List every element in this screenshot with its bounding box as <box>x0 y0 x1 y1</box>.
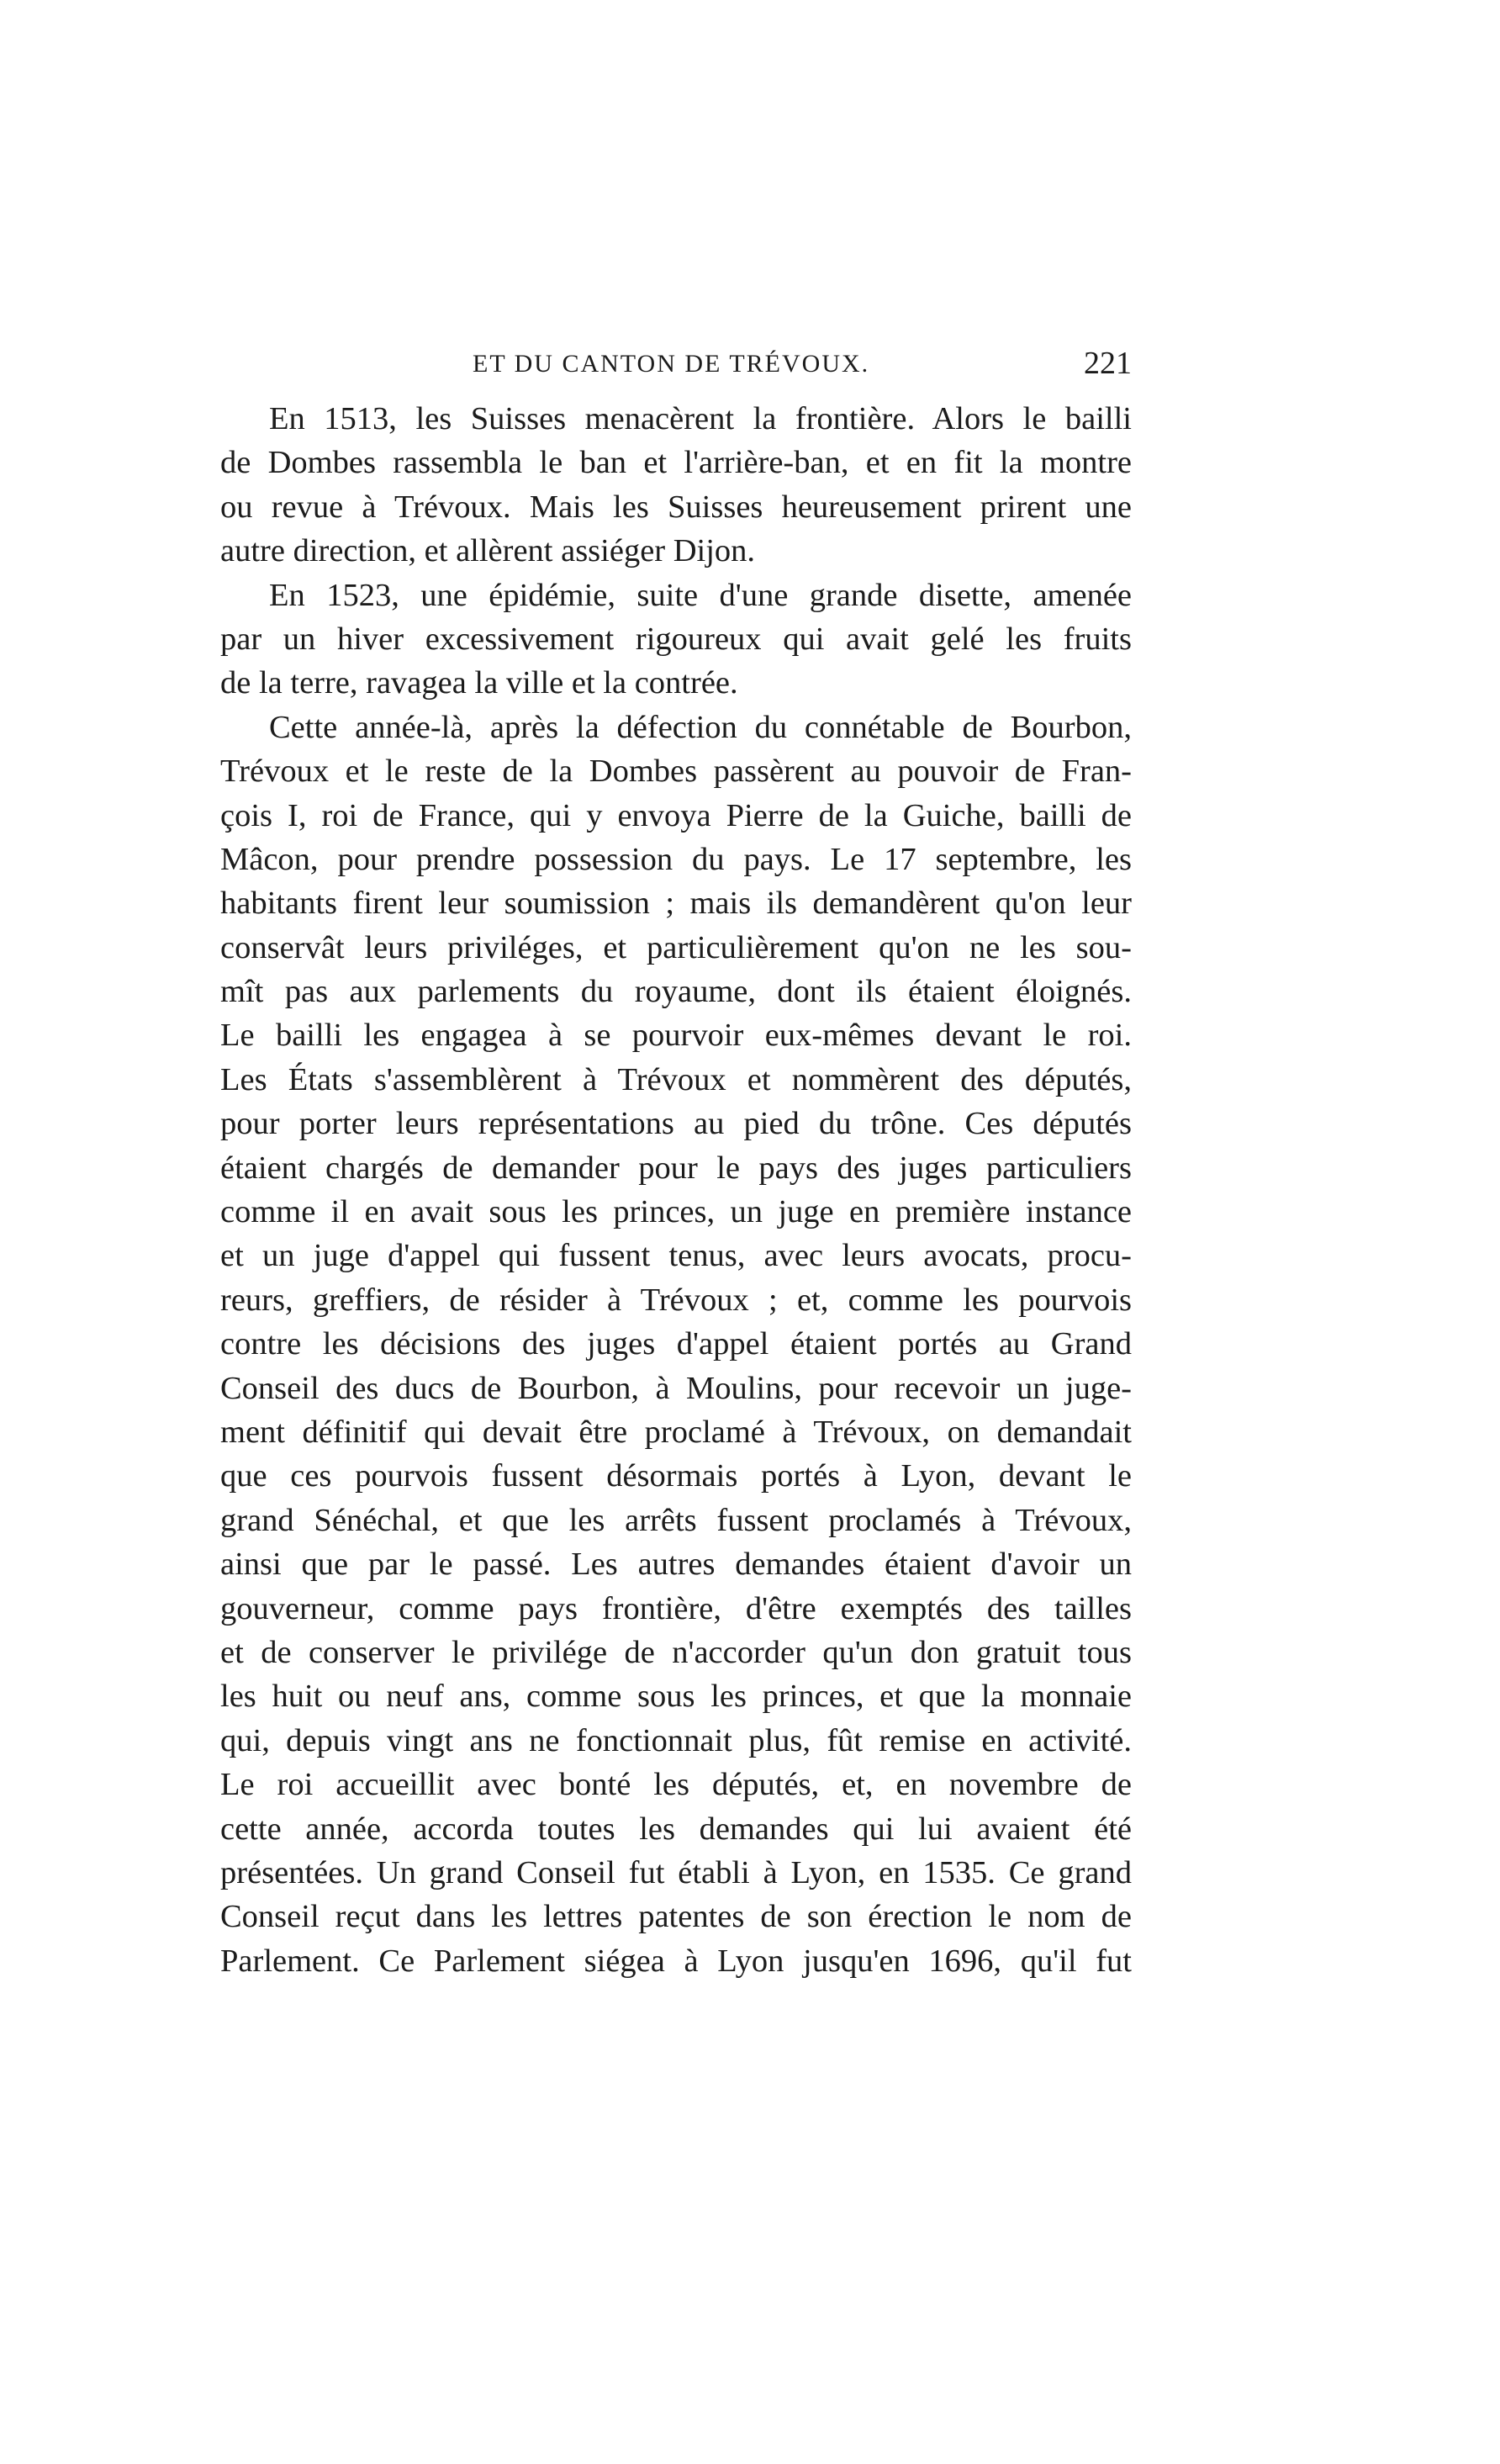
text-line: mît pas aux parlements du royaume, dont ils étaient éloignés. <box>220 974 1132 1010</box>
text-line: Le bailli les engagea à se pourvoir eux-mêmes devant le roi. <box>220 1018 1132 1054</box>
page-number: 221 <box>1084 346 1132 381</box>
text-line: ainsi que par le passé. Les autres demandes étaient d'avoir un <box>220 1547 1132 1583</box>
text-line: grand Sénéchal, et que les arrêts fussent proclamés à Trévoux, <box>220 1502 1132 1538</box>
text-line: ou revue à Trévoux. Mais les Suisses heureusement prirent une <box>220 489 1132 525</box>
text-line: Les États s'assemblèrent à Trévoux et nommèrent des députés, <box>220 1061 1132 1097</box>
text-line: Le roi accueillit avec bonté les députés, et, en novembre de <box>220 1767 1132 1803</box>
text-line: de la terre, ravagea la ville et la contrée. <box>220 665 738 701</box>
text-line: de Dombes rassembla le ban et l'arrière-ban, et en fit la montre <box>220 445 1132 481</box>
running-title: ET DU CANTON DE TRÉVOUX. <box>473 350 870 378</box>
text-line: Cette année-là, après la défection du connétable de Bourbon, <box>269 709 1132 745</box>
text-line: gouverneur, comme pays frontière, d'être exemptés des tailles <box>220 1590 1132 1626</box>
text-line: cette année, accorda toutes les demandes qui lui avaient été <box>220 1811 1132 1847</box>
page-header <box>220 346 1132 383</box>
text-line: Conseil reçut dans les lettres patentes de son érection le nom de <box>220 1899 1132 1935</box>
text-line: présentées. Un grand Conseil fut établi à Lyon, en 1535. Ce grand <box>220 1854 1132 1890</box>
text-line: Mâcon, pour prendre possession du pays. Le 17 septembre, les <box>220 841 1132 877</box>
text-line: et un juge d'appel qui fussent tenus, avec leurs avocats, procu- <box>220 1238 1132 1274</box>
text-line: qui, depuis vingt ans ne fonctionnait plus, fût remise en activité. <box>220 1722 1132 1758</box>
text-line: comme il en avait sous les princes, un juge en première instance <box>220 1194 1132 1230</box>
text-line: conservât leurs priviléges, et particulièrement qu'on ne les sou- <box>220 929 1132 965</box>
text-line: contre les décisions des juges d'appel étaient portés au Grand <box>220 1326 1132 1362</box>
body-text <box>220 397 1132 1983</box>
text-line: Parlement. Ce Parlement siégea à Lyon jusqu'en 1696, qu'il fut <box>220 1943 1132 1979</box>
text-line: et de conserver le privilége de n'accorder qu'un don gratuit tous <box>220 1634 1132 1670</box>
text-line: Trévoux et le reste de la Dombes passèrent au pouvoir de Fran- <box>220 753 1132 790</box>
text-line: habitants firent leur soumission ; mais ils demandèrent qu'on leur <box>220 886 1132 922</box>
text-line: En 1523, une épidémie, suite d'une grande disette, amenée <box>269 577 1132 613</box>
text-line: les huit ou neuf ans, comme sous les princes, et que la monnaie <box>220 1679 1132 1715</box>
text-line: que ces pourvois fussent désormais portés à Lyon, devant le <box>220 1458 1132 1494</box>
text-line: En 1513, les Suisses menacèrent la frontière. Alors le bailli <box>269 401 1132 436</box>
text-line: Conseil des ducs de Bourbon, à Moulins, pour recevoir un juge- <box>220 1370 1132 1406</box>
text-line: pour porter leurs représentations au pied du trône. Ces députés <box>220 1106 1132 1142</box>
text-line: reurs, greffiers, de résider à Trévoux ; et, comme les pourvois <box>220 1282 1132 1318</box>
text-line: autre direction, et allèrent assiéger Dijon. <box>220 533 756 569</box>
text-line: çois I, roi de France, qui y envoya Pierre de la Guiche, bailli de <box>220 797 1132 833</box>
text-line: étaient chargés de demander pour le pays des juges particuliers <box>220 1150 1132 1186</box>
text-line: par un hiver excessivement rigoureux qui avait gelé les fruits <box>220 621 1132 657</box>
text-line: ment définitif qui devait être proclamé à Trévoux, on demandait <box>220 1414 1132 1450</box>
